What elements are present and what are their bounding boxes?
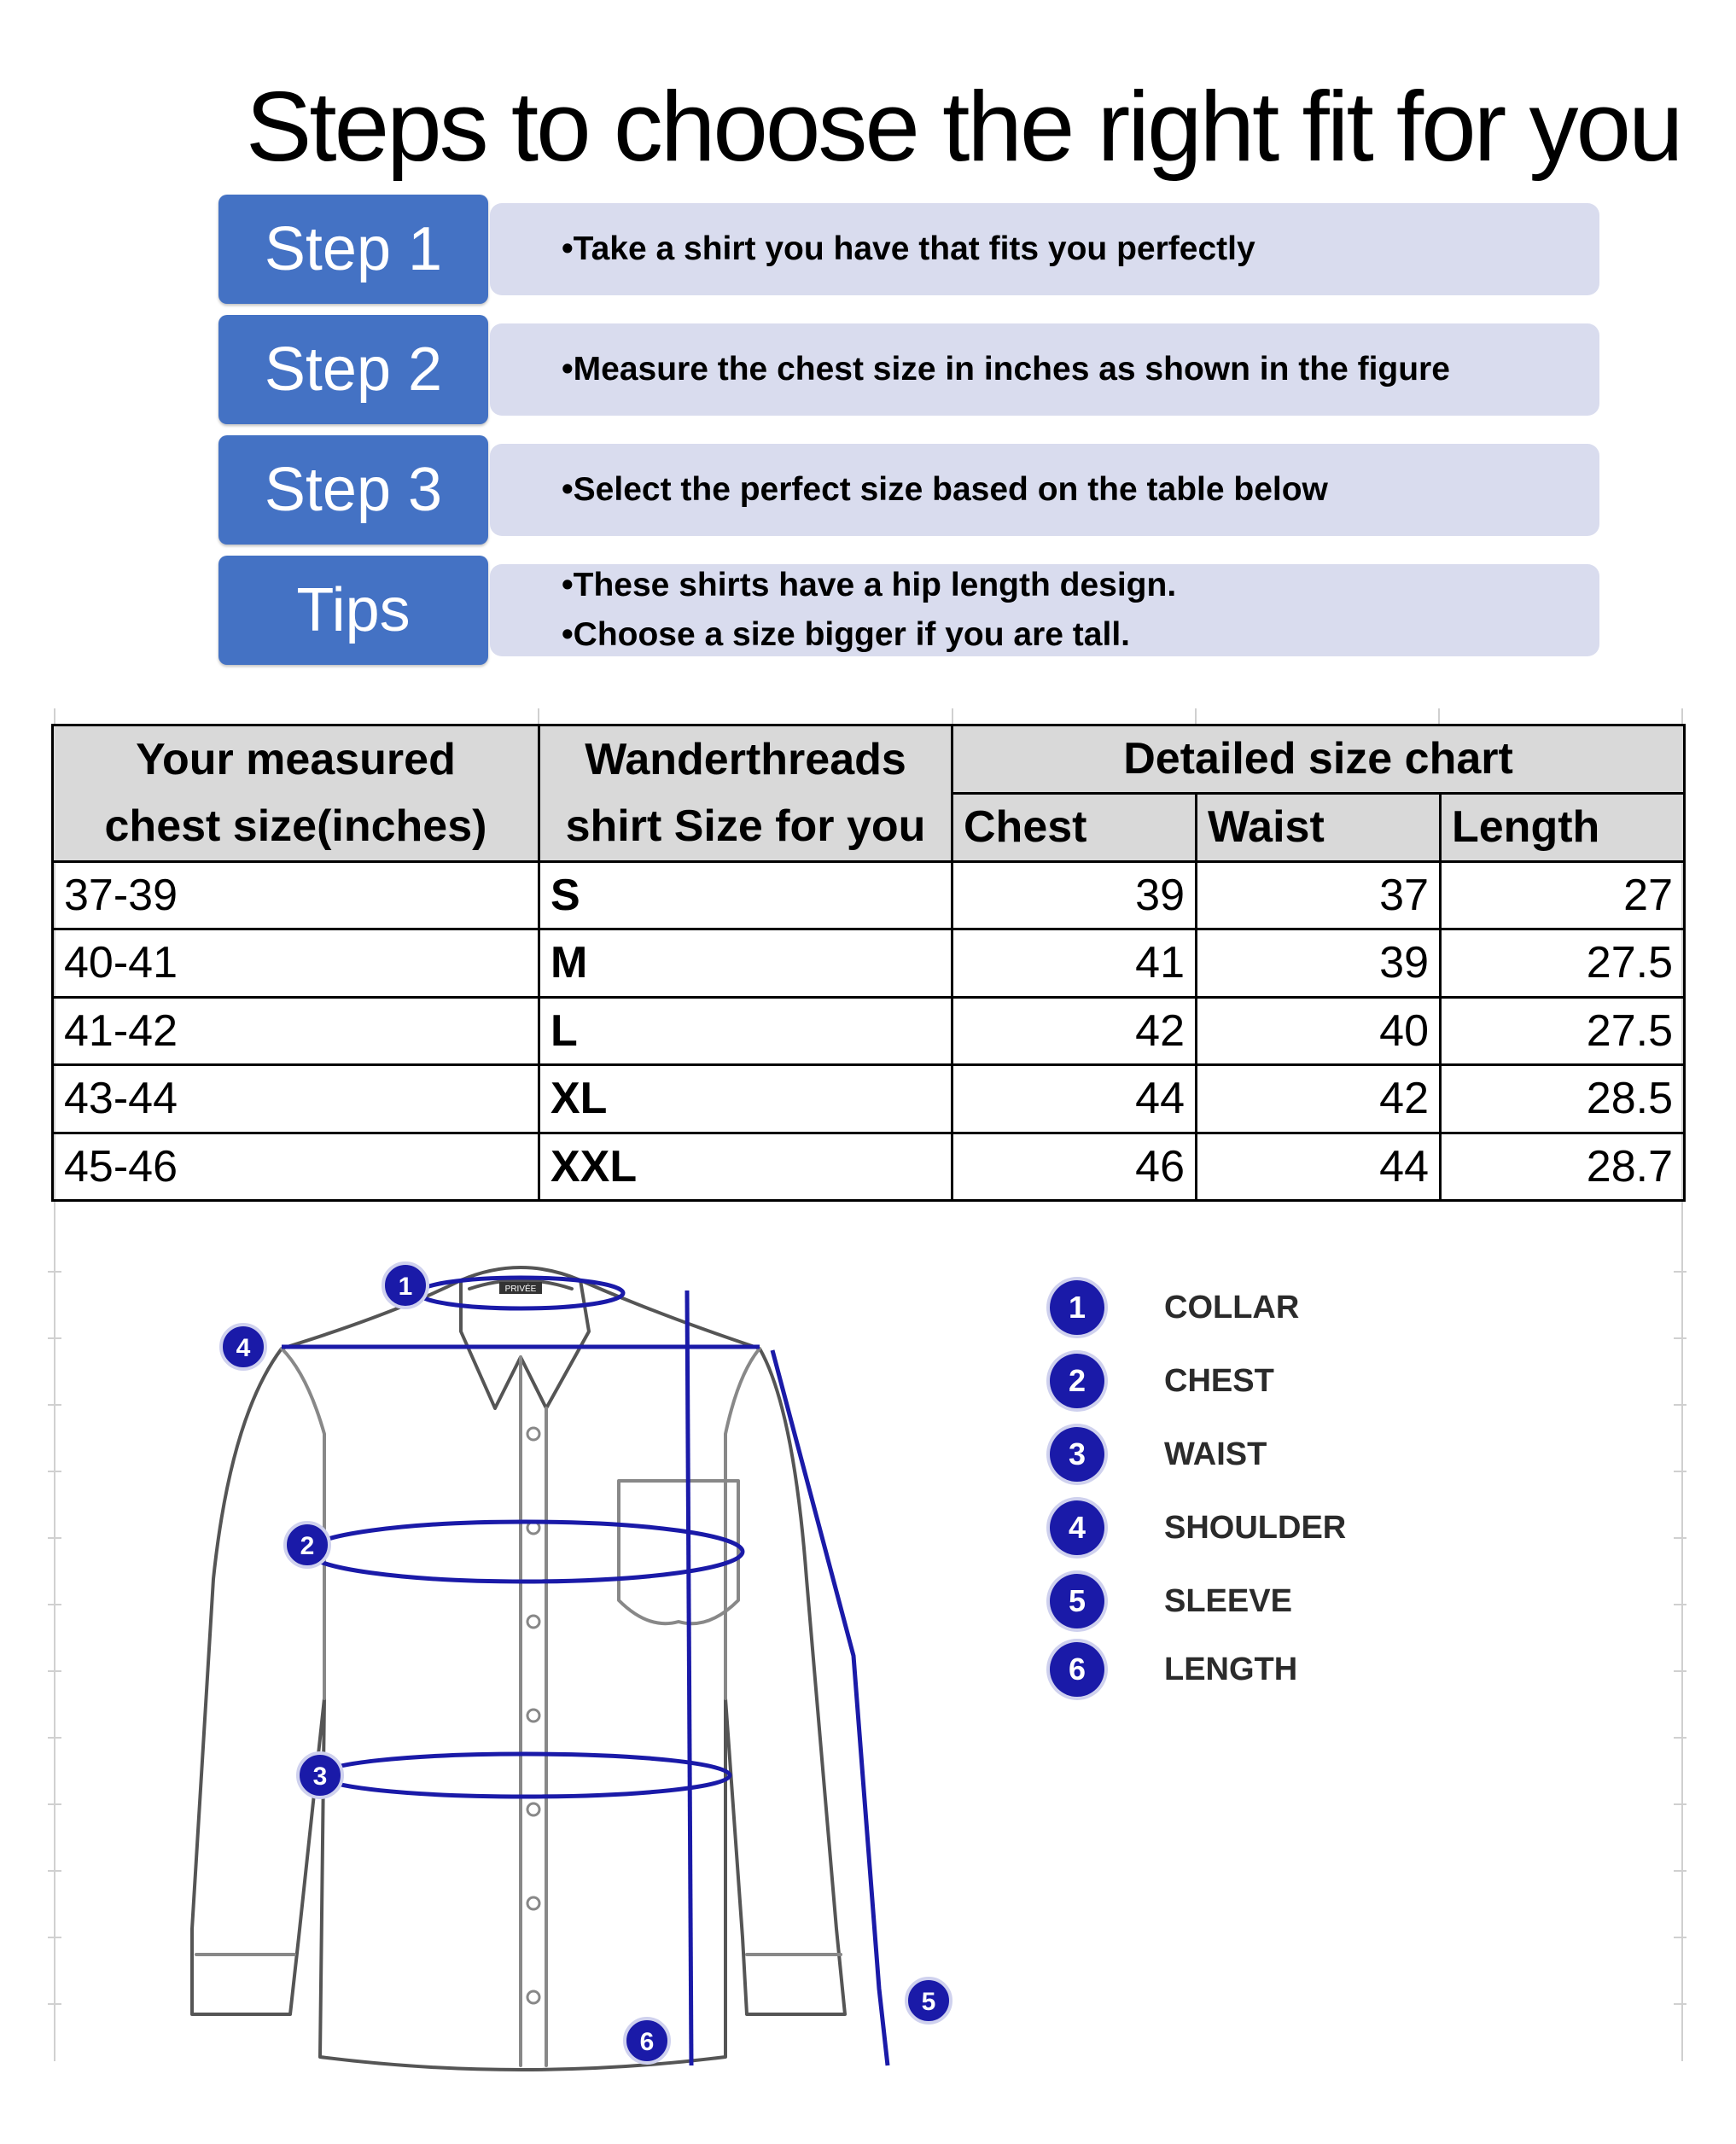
header-chest: Chest (952, 793, 1197, 861)
tips-label: Tips (218, 556, 488, 665)
tips-description (490, 564, 1599, 656)
step-1-label: Step 1 (218, 195, 488, 304)
legend-number: 1 (1050, 1280, 1104, 1335)
header-detailed-size-chart: Detailed size chart (952, 725, 1685, 794)
cell-range: 40-41 (53, 929, 539, 997)
step-1-description (490, 203, 1599, 295)
cell-length: 27.5 (1441, 997, 1685, 1064)
header-waist: Waist (1197, 793, 1441, 861)
legend-label: SHOULDER (1164, 1510, 1347, 1546)
cell-length: 27.5 (1441, 929, 1685, 997)
table-row (53, 1065, 1685, 1133)
collar-tag-text: PRIVÉE (504, 1285, 537, 1294)
table-row (53, 997, 1685, 1064)
step-2 (218, 315, 1601, 424)
cell-waist: 44 (1197, 1133, 1441, 1200)
cell-chest: 39 (952, 861, 1197, 929)
cell-size: S (539, 861, 952, 929)
legend-number: 5 (1050, 1574, 1104, 1628)
marker-1-number: 1 (398, 1273, 413, 1301)
cell-waist: 37 (1197, 861, 1441, 929)
tips-line-1: •These shirts have a hip length design. (562, 567, 1177, 603)
legend-item-shoulder (1050, 1500, 1528, 1560)
cell-length: 28.5 (1441, 1065, 1685, 1133)
legend-item-collar (1050, 1280, 1528, 1340)
step-3-label: Step 3 (218, 435, 488, 545)
marker-3-number: 3 (312, 1762, 328, 1791)
table-header-row (53, 725, 1685, 794)
cell-range: 37-39 (53, 861, 539, 929)
legend-number: 4 (1050, 1500, 1104, 1555)
step-2-label: Step 2 (218, 315, 488, 424)
marker-5-number: 5 (921, 1988, 936, 2016)
legend-item-sleeve (1050, 1574, 1528, 1634)
cell-waist: 42 (1197, 1065, 1441, 1133)
table-row (53, 861, 1685, 929)
step-1 (218, 195, 1601, 304)
header-measured-chest-line-1: Your measured (136, 735, 456, 785)
legend-label: SLEEVE (1164, 1583, 1292, 1619)
step-2-description (490, 323, 1599, 416)
cell-range: 45-46 (53, 1133, 539, 1200)
step-3 (218, 435, 1601, 545)
header-measured-chest-line-2: chest size(inches) (104, 801, 487, 852)
header-shirt-size-line-1: Wanderthreads (585, 735, 906, 785)
header-measured-chest (53, 725, 539, 862)
cell-length: 27 (1441, 861, 1685, 929)
cell-range: 43-44 (53, 1065, 539, 1133)
legend-label: WAIST (1164, 1436, 1267, 1472)
marker-6-number: 6 (639, 2028, 655, 2056)
cell-chest: 42 (952, 997, 1197, 1064)
marker-1 (383, 1263, 428, 1308)
step-3-text: •Select the perfect size based on the table below (562, 471, 1328, 508)
table-row (53, 929, 1685, 997)
tips-line-2: •Choose a size bigger if you are tall. (562, 616, 1130, 653)
cell-chest: 46 (952, 1133, 1197, 1200)
cell-waist: 39 (1197, 929, 1441, 997)
header-shirt-size (539, 725, 952, 862)
legend-number: 6 (1050, 1642, 1104, 1697)
step-3-description (490, 444, 1599, 536)
header-shirt-size-line-2: shirt Size for you (565, 801, 926, 852)
step-1-text: •Take a shirt you have that fits you perfectly (562, 230, 1255, 267)
legend-item-chest (1050, 1354, 1528, 1413)
page-title: Steps to choose the right fit for you (246, 71, 1681, 182)
header-length: Length (1441, 793, 1685, 861)
legend-label: COLLAR (1164, 1290, 1300, 1325)
cell-chest: 44 (952, 1065, 1197, 1133)
cell-length: 28.7 (1441, 1133, 1685, 1200)
marker-4 (221, 1325, 265, 1369)
shirt-measurement-figure (179, 1221, 999, 2091)
legend-label: LENGTH (1164, 1652, 1298, 1687)
cell-size: XXL (539, 1133, 952, 1200)
legend-item-waist (1050, 1427, 1528, 1487)
step-2-text: •Measure the chest size in inches as shown in the figure (562, 351, 1450, 387)
cell-range: 41-42 (53, 997, 539, 1064)
legend-number: 3 (1050, 1427, 1104, 1482)
marker-3 (298, 1753, 342, 1797)
tips (218, 556, 1601, 665)
cell-chest: 41 (952, 929, 1197, 997)
legend-item-length (1050, 1642, 1528, 1702)
table-row (53, 1133, 1685, 1200)
size-chart-table (51, 724, 1686, 1202)
cell-size: L (539, 997, 952, 1064)
marker-2 (285, 1523, 329, 1567)
marker-5 (906, 1978, 951, 2023)
cell-waist: 40 (1197, 997, 1441, 1064)
marker-4-number: 4 (236, 1334, 251, 1362)
legend-number: 2 (1050, 1354, 1104, 1408)
marker-6 (625, 2019, 669, 2063)
legend-label: CHEST (1164, 1363, 1274, 1399)
marker-2-number: 2 (300, 1532, 315, 1560)
cell-size: XL (539, 1065, 952, 1133)
cell-size: M (539, 929, 952, 997)
